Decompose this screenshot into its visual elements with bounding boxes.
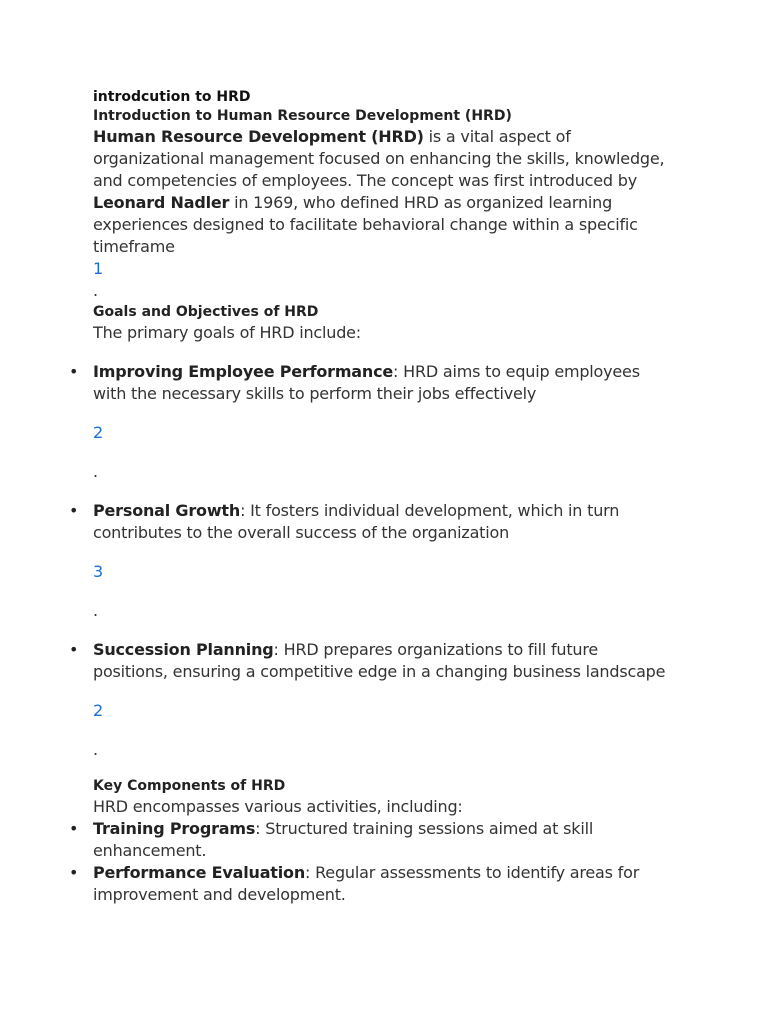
- citation-link[interactable]: 3: [93, 562, 104, 581]
- goal-term: Succession Planning: [93, 640, 274, 659]
- component-text: [93, 862, 673, 906]
- intro-heading: Introduction to Human Resource Development (HRD): [93, 108, 512, 124]
- goal-description: : HRD prepares organizations to fill future positions, ensuring a competitive edge in a changing business landscape: [93, 640, 666, 681]
- bullet-icon: •: [69, 819, 79, 838]
- goal-text: [93, 500, 673, 544]
- list-item: [69, 500, 673, 622]
- goal-text: [93, 639, 673, 683]
- bullet-icon: •: [69, 362, 79, 381]
- component-term: Training Programs: [93, 819, 256, 838]
- components-heading: Key Components of HRD: [93, 778, 286, 794]
- citation-link[interactable]: 2: [93, 701, 104, 720]
- citation-link[interactable]: 1: [93, 259, 104, 278]
- intro-term: Human Resource Development (HRD): [93, 127, 424, 146]
- list-item: [69, 818, 673, 862]
- component-description: : Structured training sessions aimed at skill enhancement.: [93, 819, 594, 860]
- components-list: [69, 818, 673, 906]
- citation-period: .: [93, 462, 99, 481]
- citation-period: .: [93, 281, 99, 300]
- component-text: [93, 818, 673, 862]
- intro-paragraph: [93, 126, 673, 258]
- citation-link[interactable]: 2: [93, 423, 104, 442]
- citation-period: .: [93, 601, 99, 620]
- goals-heading: Goals and Objectives of HRD: [93, 304, 319, 320]
- citation-period: .: [93, 740, 99, 759]
- goal-text: [93, 361, 673, 405]
- bullet-icon: •: [69, 501, 79, 520]
- list-item: [69, 862, 673, 906]
- goals-list: [69, 361, 673, 761]
- list-item: [69, 639, 673, 761]
- components-lead: HRD encompasses various activities, including:: [93, 797, 463, 816]
- goals-lead: The primary goals of HRD include:: [93, 323, 361, 342]
- bullet-icon: •: [69, 640, 79, 659]
- intro-person: Leonard Nadler: [93, 193, 230, 212]
- goal-term: Personal Growth: [93, 501, 241, 520]
- component-description: : Regular assessments to identify areas for improvement and development.: [93, 863, 640, 904]
- component-term: Performance Evaluation: [93, 863, 306, 882]
- goal-description: : HRD aims to equip employees with the necessary skills to perform their jobs effectively: [93, 362, 640, 403]
- intro-text-2: in 1969, who defined HRD as organized learning experiences designed to facilitate behavioral change within a specific timeframe: [93, 193, 638, 256]
- document-title: introdcution to HRD: [93, 89, 251, 105]
- bullet-icon: •: [69, 863, 79, 882]
- goal-description: : It fosters individual development, which in turn contributes to the overall success of the organization: [93, 501, 620, 542]
- intro-text-1: is a vital aspect of organizational management focused on enhancing the skills, knowledge, and competencies of employees. The concept was first introduced by: [93, 127, 665, 190]
- document-page: [69, 88, 673, 906]
- list-item: [69, 361, 673, 483]
- goal-term: Improving Employee Performance: [93, 362, 394, 381]
